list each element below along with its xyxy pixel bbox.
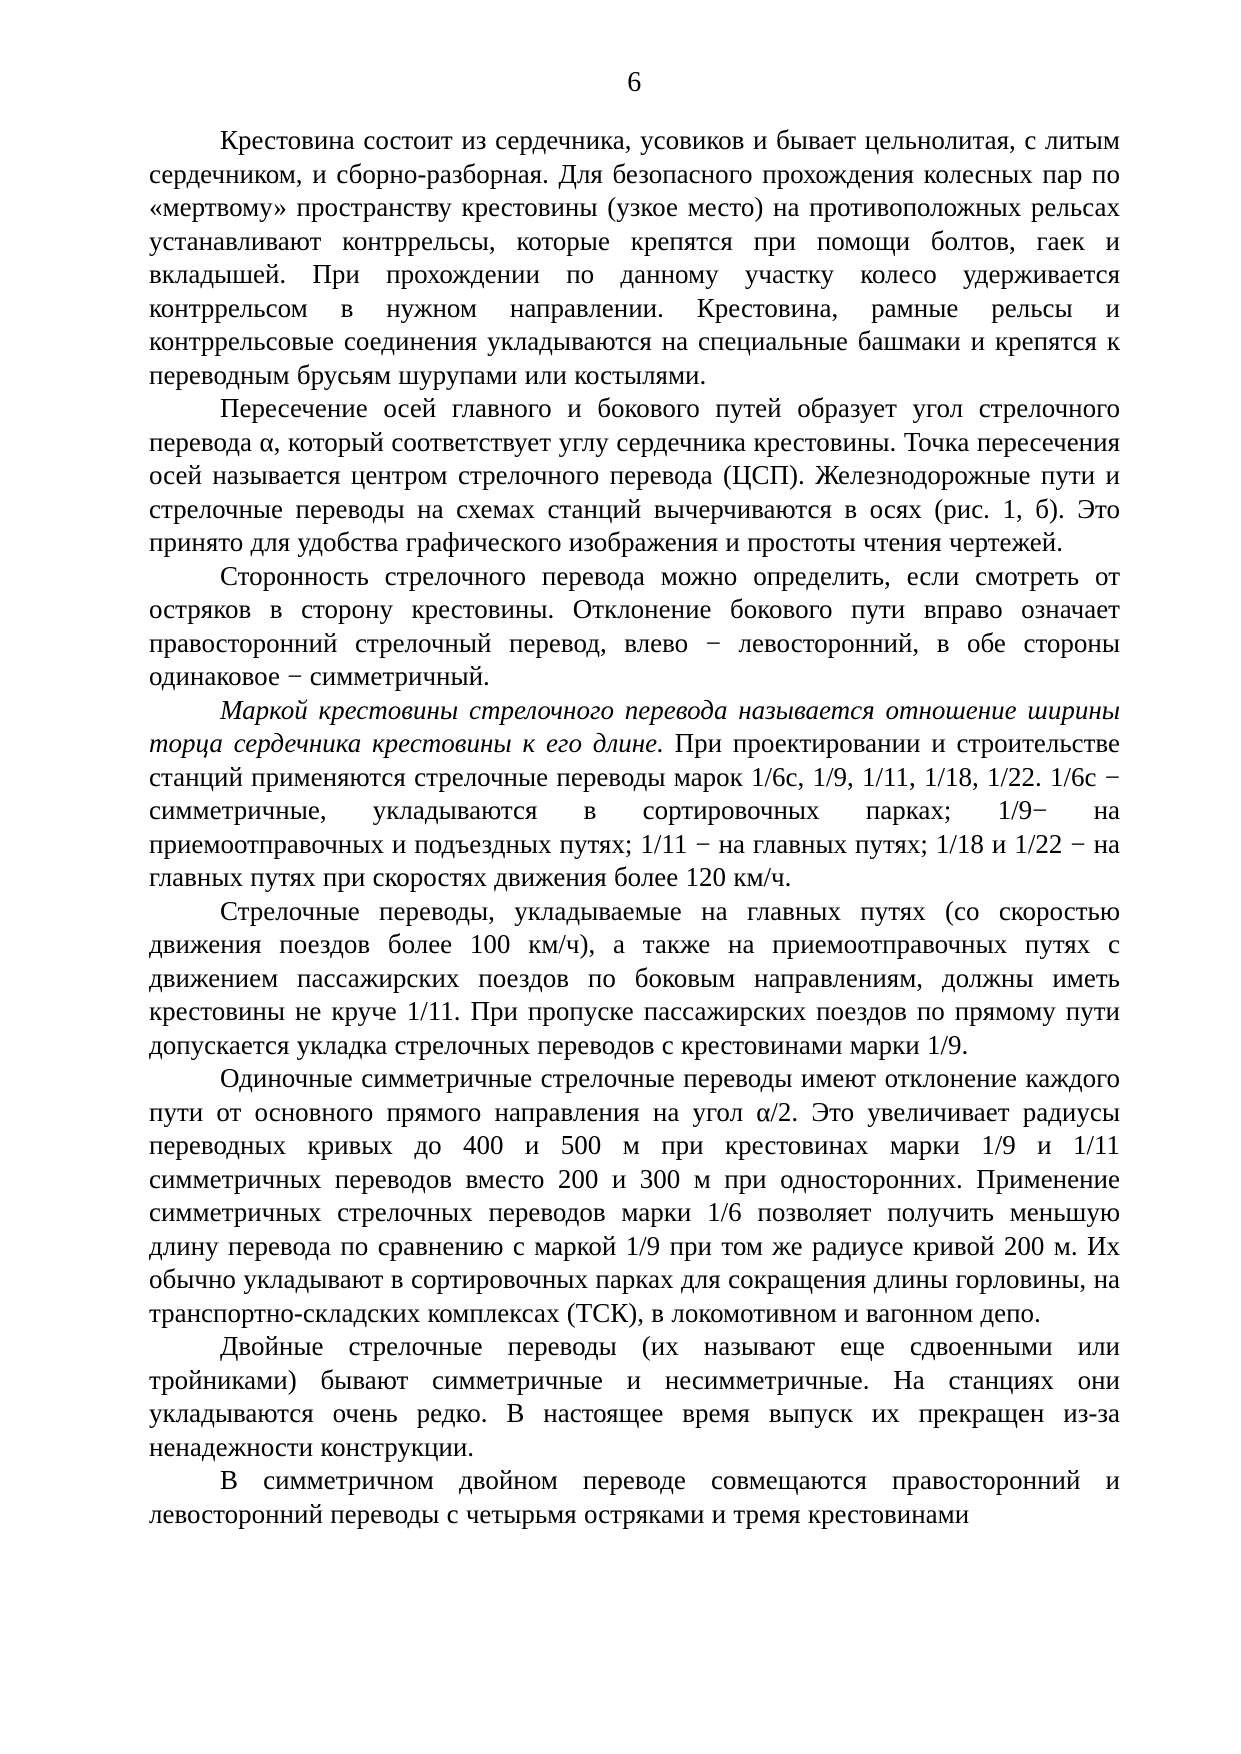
paragraph: Одиночные симметричные стрелочные переводы имеют отклонение каждого пути от основного прямого направления на угол α/2. Это увеличивает радиусы переводных кривых до 400 и 500 м при крестовинах марки 1/9 и 1/11 симметричных переводов вместо 200 и 300 м при односторонних. Применение симметричных стрелочных переводов марки 1/6 позволяет получить меньшую длину перевода по сравнению с маркой 1/9 при том же радиусе кривой 200 м. Их обычно укладывают в сортировочных парках для сокращения длины горловины, на транспортно-складских комплексах (ТСК), в локомотивном и вагонном депо. [149,1063,1120,1328]
paragraph-continuation-text: При проектировании и строительстве станций применяются стрелочные переводы марок 1/6с, 1/9, 1/11, 1/18, 1/22. 1/6с − симметричные, укладываются в сортировочных парках; 1/9− на приемоотправочных и подъездных путях; 1/11 − на главных путях; 1/18 и 1/22 − на главных путях при скоростях движения более 120 км/ч. [149,728,1120,892]
paragraph: Стрелочные переводы, укладываемые на главных путях (со скоростью движения поездов более 100 км/ч), а также на приемоотправочных путях с движением пассажирских поездов по боковым направлениям, должны иметь крестовины не круче 1/11. При пропуске пассажирских поездов по прямому пути допускается укладка стрелочных переводов с крестовинами марки 1/9. [149,895,1120,1060]
paragraph: Крестовина состоит из сердечника, усовиков и бывает цельнолитая, с литым сердечником, и сборно-разборная. Для безопасного прохождения колесных пар по «мертвому» пространству крестовины (узкое место) на противоположных рельсах устанавливают контррельсы, которые крепятся при помощи болтов, гаек и вкладышей. При прохождении по данному участку колесо удерживается контррельсом в нужном направлении. Крестовина, рамные рельсы и контррельсовые соединения укладываются на специальные башмаки и крепятся к переводным брусьям шурупами или костылями. [149,125,1120,390]
paragraph [149,694,1120,895]
text-column [149,66,1120,1531]
paragraph: Двойные стрелочные переводы (их называют еще сдвоенными или тройниками) бывают симметричные и несимметричные. На станциях они укладываются очень редко. В настоящее время выпуск их прекращен из-за ненадежности конструкции. [149,1331,1120,1462]
body-text [149,124,1120,1531]
definition-italic-text: Маркой крестовины стрелочного перевода называется отношение ширины торца сердечника крестовины к его длине. [149,694,1120,758]
paragraph: Сторонность стрелочного перевода можно определить, если смотреть от остряков в сторону крестовины. Отклонение бокового пути вправо означает правосторонний стрелочный перевод, влево − левосторонний, в обе стороны одинаковое − симметричный. [149,560,1120,691]
page-number: 6 [627,67,642,98]
paragraph: В симметричном двойном переводе совмещаются правосторонний и левосторонний переводы с четырьмя остряками и тремя крестовинами [149,1465,1120,1529]
paragraph: Пересечение осей главного и бокового путей образует угол стрелочного перевода α, который соответствует углу сердечника крестовины. Точка пересечения осей называется центром стрелочного перевода (ЦСП). Железнодорожные пути и стрелочные переводы на схемах станций вычерчиваются в осях (рис. 1, б). Это принято для удобства графического изображения и простоты чтения чертежей. [149,393,1120,557]
